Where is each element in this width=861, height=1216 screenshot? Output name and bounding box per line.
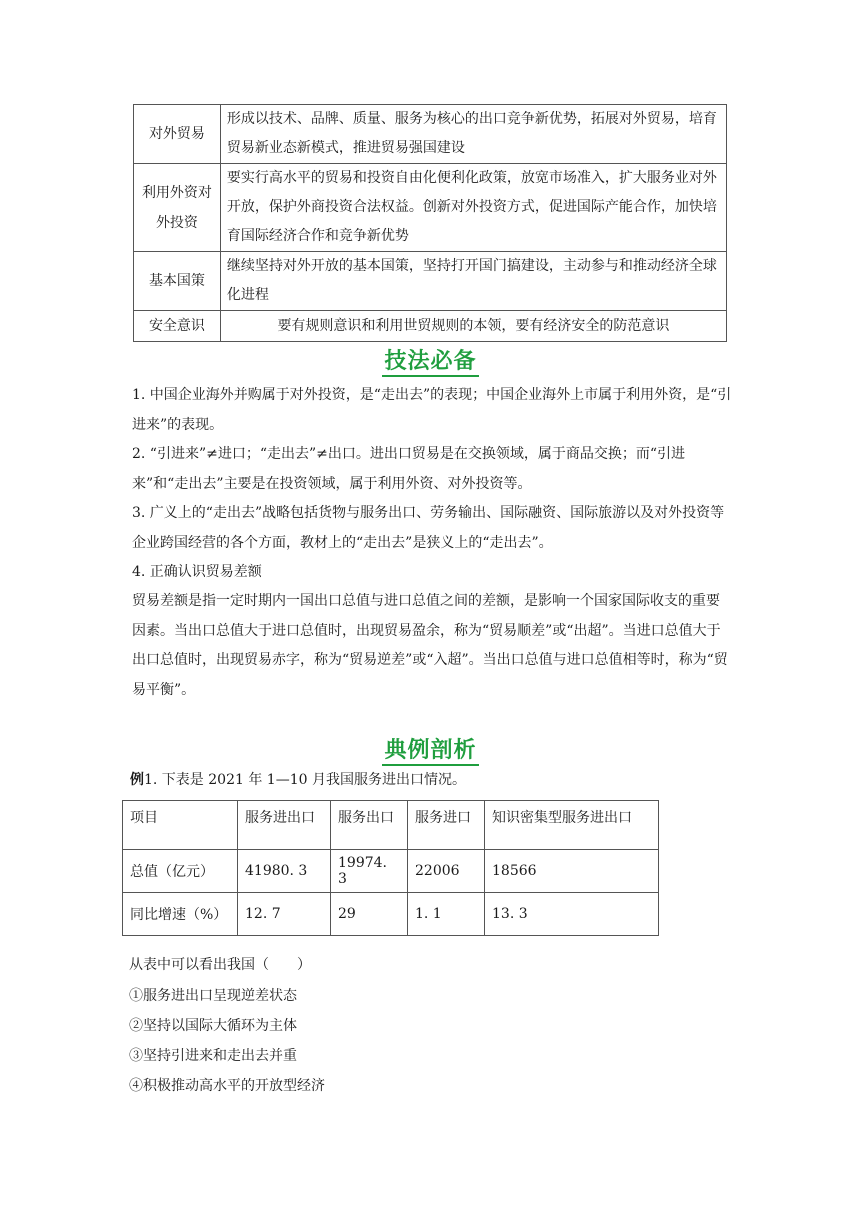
table-cell-key: 基本国策 xyxy=(134,252,221,311)
paragraph-2: 2. “引进来”≠进口；“走出去”≠出口。进出口贸易是在交换领域，属于商品交换；而“引进来”和“走出去”主要是在投资领域，属于利用外资、对外投资等。 xyxy=(132,446,686,492)
option-1: ①服务进出口呈现逆差状态 xyxy=(129,988,297,1004)
section-title: 典例剖析 xyxy=(382,738,478,766)
table-row xyxy=(123,850,659,893)
paragraph-4-title: 4. 正确认识贸易差额 xyxy=(132,564,262,580)
table-cell: 22006 xyxy=(408,850,485,893)
option-3: ③坚持引进来和走出去并重 xyxy=(129,1048,297,1064)
policy-table xyxy=(133,104,727,342)
table-cell: 29 xyxy=(331,893,408,936)
paragraph-1: 1. 中国企业海外并购属于对外投资，是“走出去”的表现；中国企业海外上市属于利用外资，是“引进来”的表现。 xyxy=(132,387,732,433)
table-cell-key: 安全意识 xyxy=(134,311,221,342)
table-cell-value: 要实行高水平的贸易和投资自由化便利化政策，放宽市场准入，扩大服务业对外开放，保护外商投资合法权益。创新对外投资方式，促进国际产能合作，加快培育国际经济合作和竞争新优势 xyxy=(220,164,726,252)
table-cell-value: 要有规则意识和利用世贸规则的本领，要有经济安全的防范意识 xyxy=(220,311,726,342)
table-row xyxy=(123,893,659,936)
section-heading xyxy=(0,344,861,375)
example-text: 1. 下表是 2021 年 1—10 月我国服务进出口情况。 xyxy=(144,772,466,788)
service-trade-table xyxy=(122,800,659,936)
table-cell: 18566 xyxy=(485,850,659,893)
paragraph-4: 贸易差额是指一定时期内一国出口总值与进口总值之间的差额，是影响一个国家国际收支的重要因素。当出口总值大于进口总值时，出现贸易盈余，称为“贸易顺差”或“出超”。当进口总值大于出口总值时，出现贸易赤字，称为“贸易逆差”或“入超”。当出口总值与进口总值相等时，称为“贸易平衡”。 xyxy=(132,593,728,698)
option-4: ④积极推动高水平的开放型经济 xyxy=(129,1078,325,1094)
option-2: ②坚持以国际大循环为主体 xyxy=(129,1018,297,1034)
table-header-cell: 知识密集型服务进出口 xyxy=(485,801,659,850)
table-cell: 19974. 3 xyxy=(331,850,408,893)
section-title: 技法必备 xyxy=(382,349,478,377)
section-heading xyxy=(0,733,861,764)
table-cell-value: 继续坚持对外开放的基本国策，坚持打开国门搞建设，主动参与和推动经济全球化进程 xyxy=(220,252,726,311)
table-row xyxy=(134,164,727,252)
table-cell-key: 对外贸易 xyxy=(134,105,221,164)
table-header-cell: 服务进出口 xyxy=(238,801,331,850)
question-stem: 从表中可以看出我国（ ） xyxy=(129,957,311,973)
table-cell-value: 形成以技术、品牌、质量、服务为核心的出口竞争新优势，拓展对外贸易，培育贸易新业态新模式，推进贸易强国建设 xyxy=(220,105,726,164)
table-row xyxy=(134,311,727,342)
table-row xyxy=(134,105,727,164)
table-cell: 13. 3 xyxy=(485,893,659,936)
table-header-cell: 项目 xyxy=(123,801,238,850)
table-row xyxy=(134,252,727,311)
table-header-row xyxy=(123,801,659,850)
table-cell: 1. 1 xyxy=(408,893,485,936)
table-cell: 41980. 3 xyxy=(238,850,331,893)
example-label: 例 xyxy=(130,772,144,788)
table-cell: 同比增速（%） xyxy=(123,893,238,936)
table-cell: 总值（亿元） xyxy=(123,850,238,893)
table-header-cell: 服务进口 xyxy=(408,801,485,850)
table-header-cell: 服务出口 xyxy=(331,801,408,850)
table-cell-key: 利用外资对外投资 xyxy=(134,164,221,252)
table-cell: 12. 7 xyxy=(238,893,331,936)
paragraph-3: 3. 广义上的“走出去”战略包括货物与服务出口、劳务输出、国际融资、国际旅游以及对外投资等企业跨国经营的各个方面，教材上的“走出去”是狭义上的“走出去”。 xyxy=(132,505,725,551)
example-intro xyxy=(130,769,466,789)
